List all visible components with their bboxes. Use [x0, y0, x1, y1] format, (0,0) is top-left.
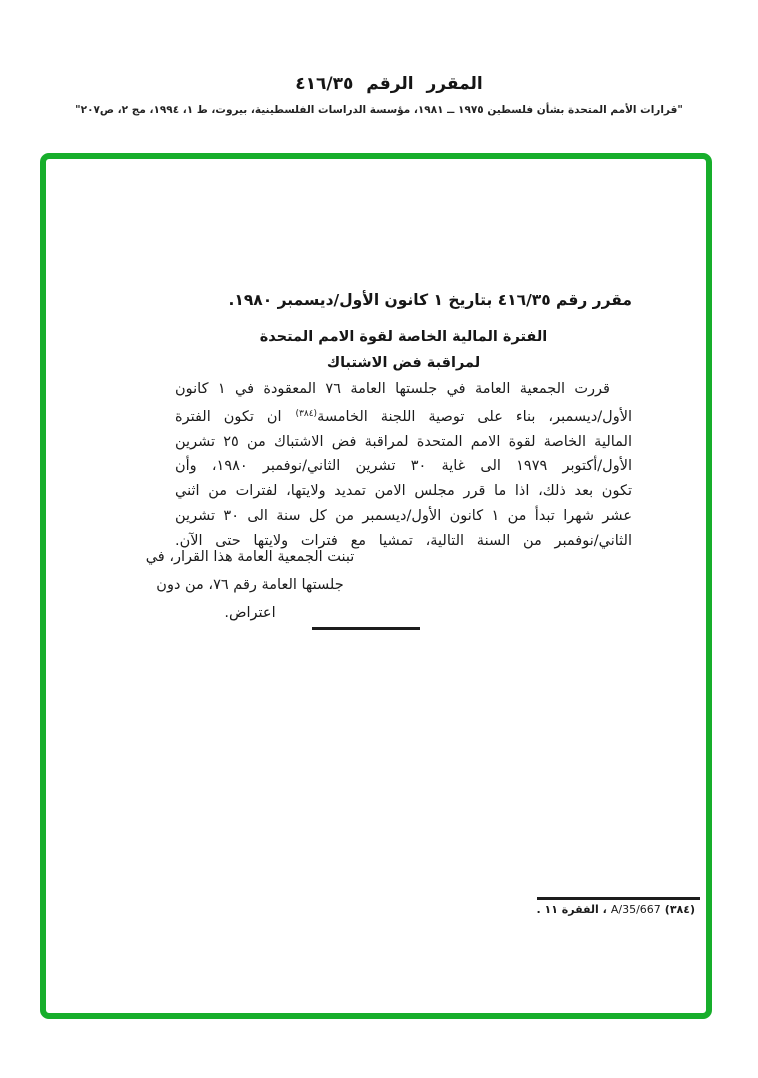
- decision-body: [175, 377, 632, 554]
- body-line-6: عشر شهرا تبدأ من ١ كانون الأول/ديسمبر من كل سنة الى ٣٠ تشرين: [175, 507, 633, 524]
- citation-line: "قرارات الأمم المتحدة بشأن فلسطين ١٩٧٥ ــ ١٩٨١، مؤسسة الدراسات الفلسطينية، بيروت، ط ١، ١٩٩٤، مج ٢، ص٢٠٧": [75, 104, 683, 116]
- body-line-7: الثاني/نوفمبر من السنة التالية، تمشيا مع فترات ولايتها حتى الآن.: [175, 532, 632, 549]
- decision-subheading-line-2: لمراقبة فض الاشتباك: [326, 354, 481, 371]
- section-separator-rule: [312, 627, 420, 630]
- document-title: المقرر الرقم ٤١٦/٣٥: [295, 74, 483, 94]
- body-line-5: تكون بعد ذلك، اذا ما قرر مجلس الامن تمديد ولايتها، لفترات من اثني: [175, 483, 632, 500]
- body-line-2: [175, 402, 632, 430]
- footnote: [536, 903, 695, 916]
- closing-line-3: اعتراض.: [224, 605, 276, 621]
- body-line-4: الأول/أكتوبر ١٩٧٩ الى غاية ٣٠ تشرين الثاني/نوفمبر ١٩٨٠، وأن: [175, 458, 633, 475]
- closing-paragraph: [130, 543, 370, 627]
- body-line-2-text: الأول/ديسمبر، بناء على توصية اللجنة الخامسة: [317, 408, 632, 425]
- body-line-2-continuation: ان تكون الفترة: [175, 408, 282, 425]
- body-line-1: قررت الجمعية العامة في جلستها العامة ٧٦ المعقودة في ١ كانون: [175, 381, 610, 397]
- decision-subheading: [175, 325, 632, 376]
- footnote-reference: A/35/667: [610, 903, 661, 916]
- closing-line-2: جلستها العامة رقم ٧٦، من دون: [156, 577, 344, 593]
- footnote-marker: (٣٨٤): [664, 903, 695, 916]
- footnote-text: ، الفقرة ١١ .: [536, 903, 607, 916]
- body-line-3: المالية الخاصة لقوة الامم المتحدة لمراقبة فض الاشتباك من ٢٥ تشرين: [175, 433, 633, 450]
- footnote-marker-superscript: (٣٨٤): [295, 408, 318, 419]
- decision-subheading-line-1: الفترة المالية الخاصة لقوة الامم المتحدة: [259, 329, 548, 345]
- closing-line-1: تبنت الجمعية العامة هذا القرار، في: [145, 549, 355, 565]
- decision-heading: مقرر رقم ٤١٦/٣٥ بتاريخ ١ كانون الأول/ديسمبر ١٩٨٠.: [228, 291, 632, 309]
- footnote-separator-rule: [537, 897, 700, 900]
